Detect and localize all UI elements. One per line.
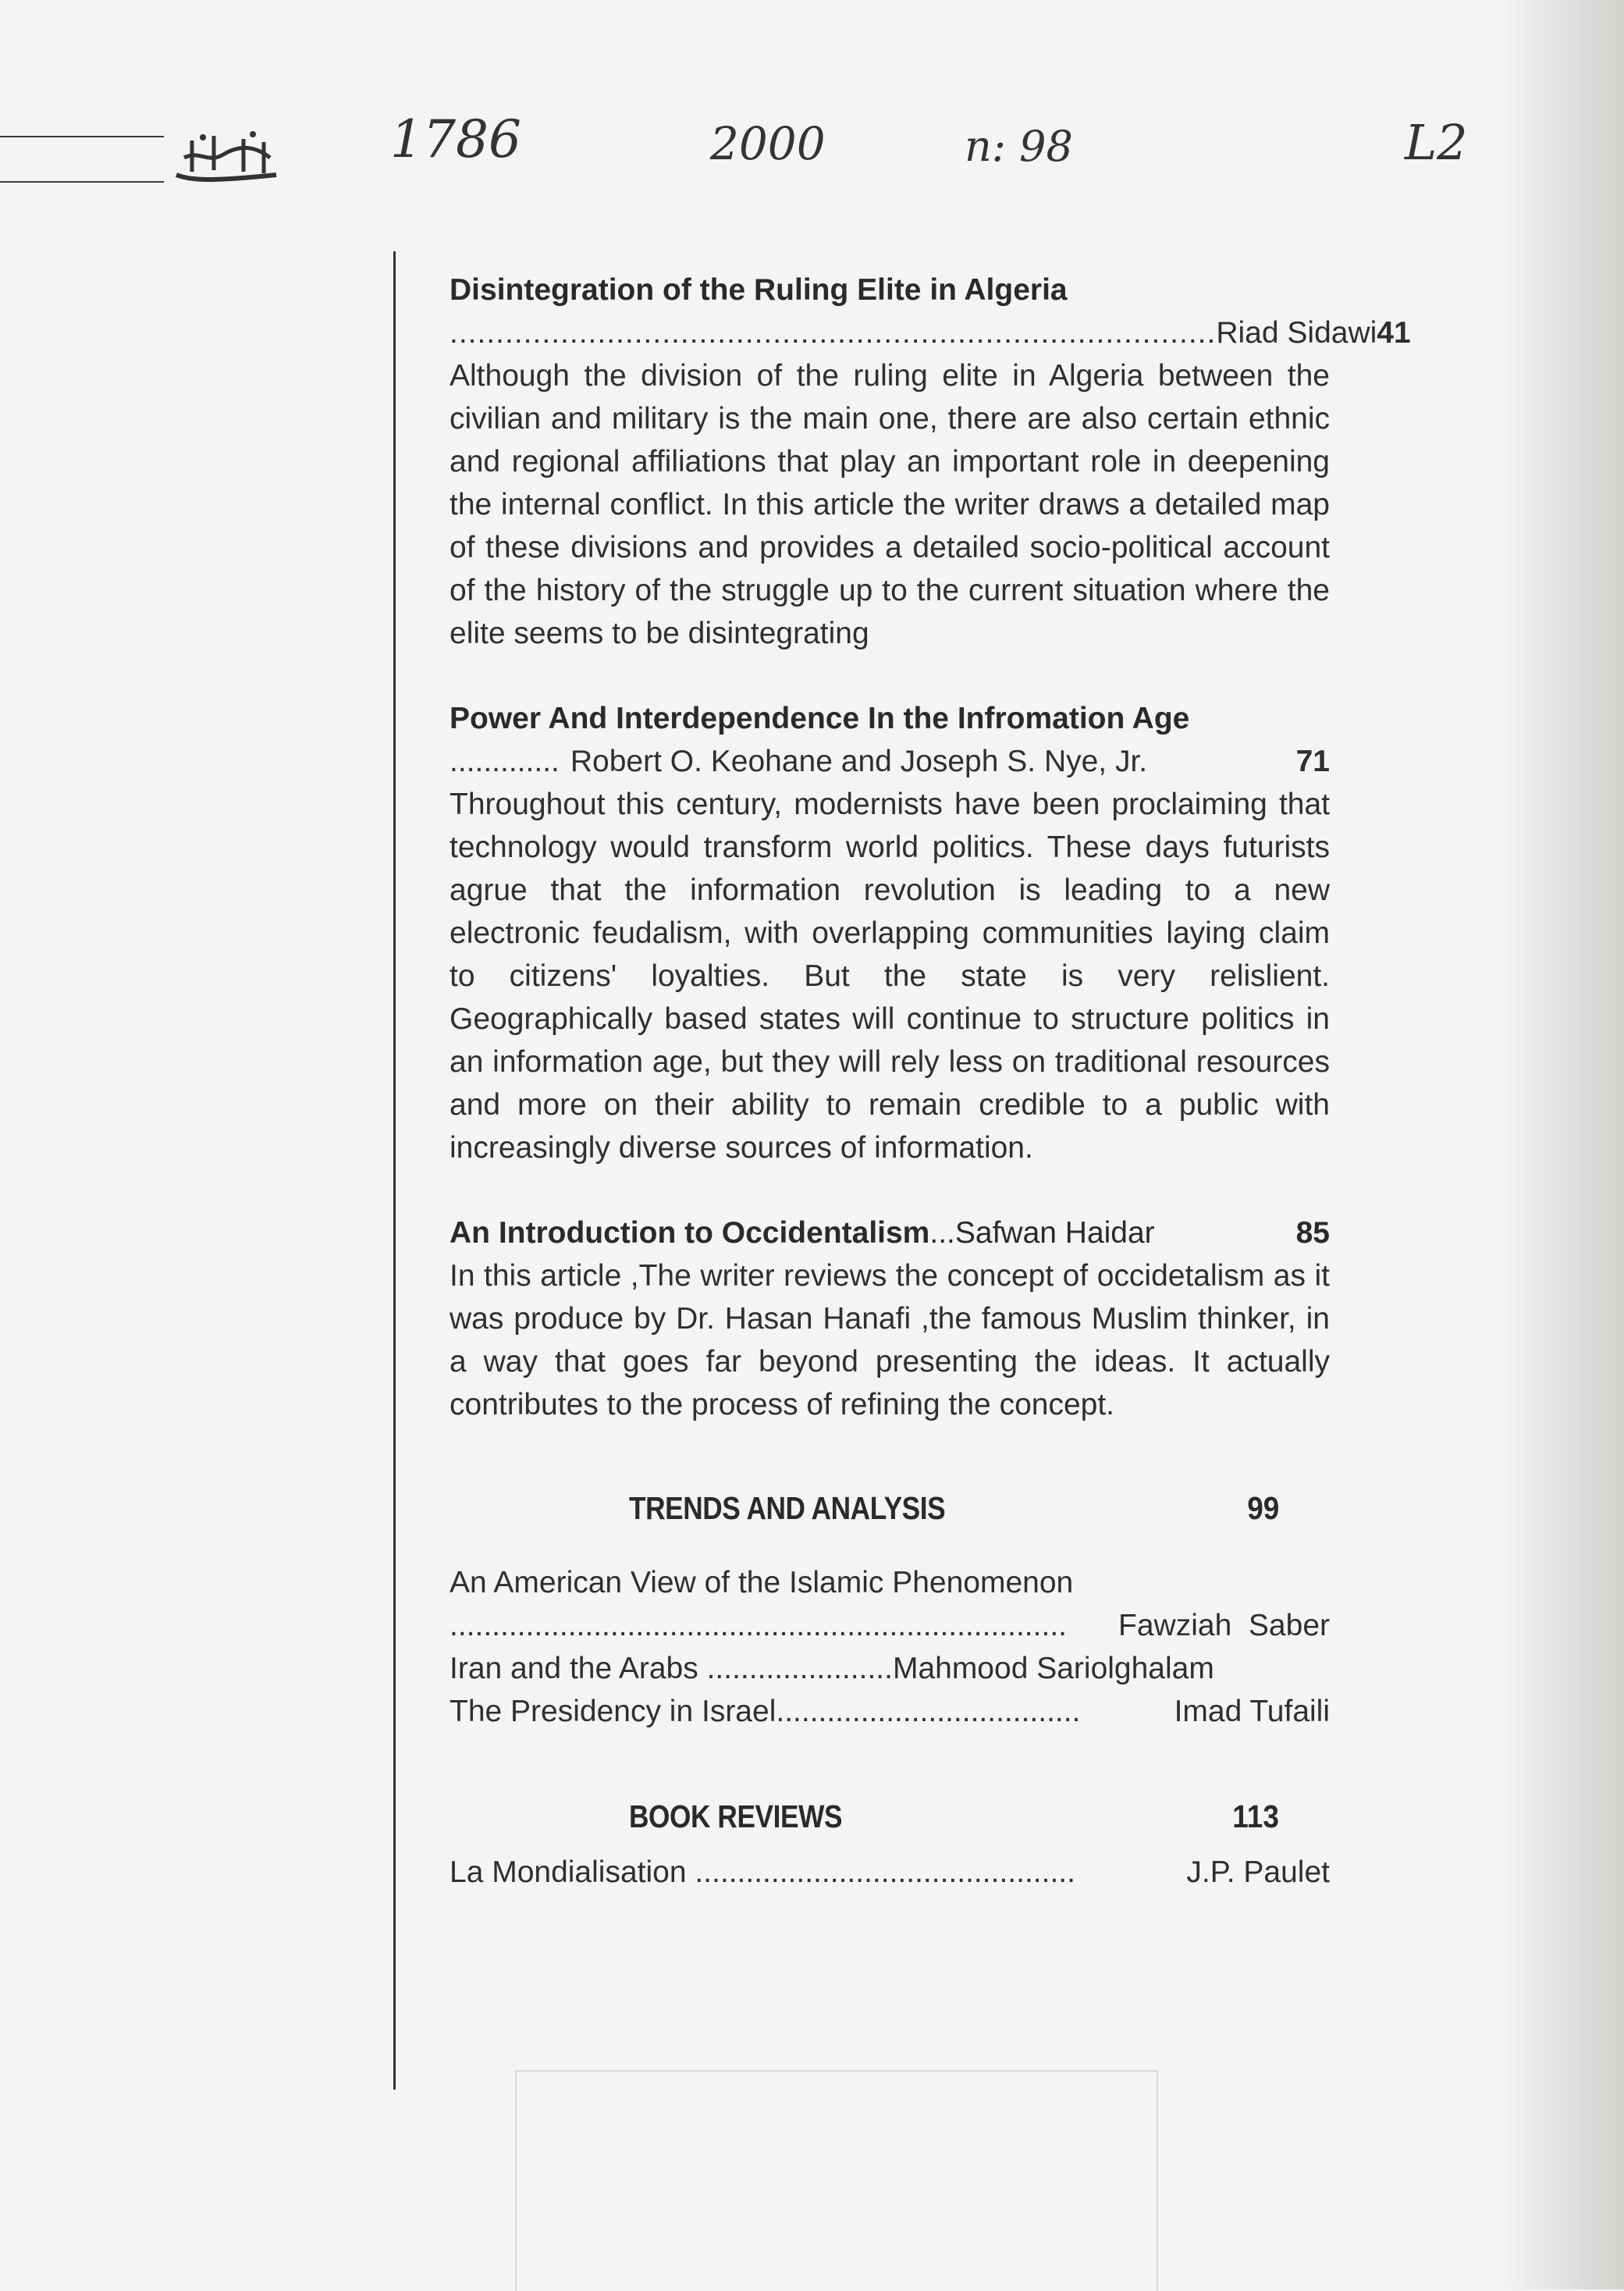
- leader-dots: .............................................: [686, 1855, 1075, 1889]
- trends-list: [450, 1561, 1330, 1733]
- header-rule-bottom: [0, 181, 164, 183]
- vertical-rule: [393, 251, 396, 2090]
- article-author: Riad Sidawi: [1216, 316, 1377, 350]
- list-item-title: [450, 1561, 1330, 1604]
- page-edge-shadow: [1499, 0, 1624, 2289]
- handwritten-number: 1786: [390, 109, 521, 169]
- item-title: Iran and the Arabs: [450, 1652, 698, 1685]
- handwritten-copy: L2: [1405, 114, 1468, 171]
- contents-column: [450, 269, 1411, 1894]
- list-item-byline: [450, 1604, 1330, 1647]
- item-title: The Presidency in Israel: [450, 1695, 776, 1728]
- article-entry: [450, 269, 1411, 655]
- article-entry: [450, 1211, 1330, 1426]
- page-number: 71: [1295, 745, 1330, 778]
- handwritten-issue: n: 98: [965, 122, 1073, 171]
- leader-dots: .........................................................................: [450, 1609, 1067, 1642]
- section-title: BOOK REVIEWS: [629, 1798, 843, 1834]
- section-page-number: 113: [1232, 1798, 1279, 1834]
- article-abstract: Throughout this century, modernists have been proclaiming that technology would transform world politics. These days futurists agrue that the information revolution is leading to a new electronic feudalism, with overlapping communities laying claim to citizens' loyalties. But the state is very relislient. Geographically based states will continue to structure politics in an information age, but they will rely less on traditional resources and more on their ability to remain credible to a public with increasingly diverse sources of information.: [450, 788, 1330, 1165]
- item-title: La Mondialisation: [450, 1855, 687, 1889]
- page-number: 85: [1295, 1216, 1330, 1250]
- page-number: 41: [1377, 316, 1411, 350]
- faded-stamp: [515, 2070, 1158, 2291]
- article-entry: [450, 697, 1330, 1169]
- article-author: Robert O. Keohane and Joseph S. Nye, Jr.: [570, 745, 1148, 778]
- article-byline: [450, 311, 1411, 354]
- leader-dots: ......................: [698, 1652, 893, 1685]
- leader-dots: ...................................................................................: [450, 316, 1217, 350]
- list-item: [450, 1647, 1330, 1690]
- list-item: [450, 1690, 1330, 1733]
- article-author: ...Safwan Haidar: [929, 1216, 1155, 1250]
- article-title: Disintegration of the Ruling Elite in Algeria: [450, 273, 1068, 307]
- article-abstract: Although the division of the ruling elite in Algeria between the civilian and military is the main one, there are also certain ethnic and regional affiliations that play an important role in deepening the internal conflict. In this article the writer draws a detailed map of these divisions and provides a detailed socio-political account of the history of the struggle up to the current situation where the elite seems to be disintegrating: [450, 359, 1330, 650]
- journal-logo: [169, 126, 284, 189]
- article-byline: [450, 740, 1330, 783]
- item-author: Fawziah Saber: [1118, 1609, 1330, 1642]
- article-heading-line: [450, 1211, 1330, 1254]
- book-reviews-list: [450, 1851, 1330, 1894]
- item-author: J.P. Paulet: [1178, 1855, 1330, 1889]
- item-title: An American View of the Islamic Phenomenon: [450, 1566, 1074, 1599]
- list-item: [450, 1851, 1330, 1894]
- article-abstract: In this article ,The writer reviews the concept of occidetalism as it was produce by Dr. Hasan Hanafi ,the famous Muslim thinker, in a way that goes far beyond presenting the ideas. It actually contributes to the process of refining the concept.: [450, 1259, 1330, 1421]
- item-author: Imad Tufaili: [1174, 1695, 1330, 1728]
- section-page-number: 99: [1247, 1490, 1280, 1526]
- article-title: An Introduction to Occidentalism: [450, 1216, 930, 1250]
- article-title: Power And Interdependence In the Infromation Age: [450, 702, 1190, 735]
- section-heading-book-reviews: [450, 1798, 1330, 1835]
- header-rule-top: [0, 136, 164, 137]
- leader-dots: .............: [450, 745, 560, 778]
- section-heading-trends: [450, 1490, 1330, 1527]
- section-title: TRENDS AND ANALYSIS: [629, 1490, 946, 1526]
- item-author: Mahmood Sariolghalam: [892, 1652, 1214, 1685]
- handwritten-year: 2000: [710, 117, 826, 170]
- leader-dots: ....................................: [776, 1695, 1081, 1728]
